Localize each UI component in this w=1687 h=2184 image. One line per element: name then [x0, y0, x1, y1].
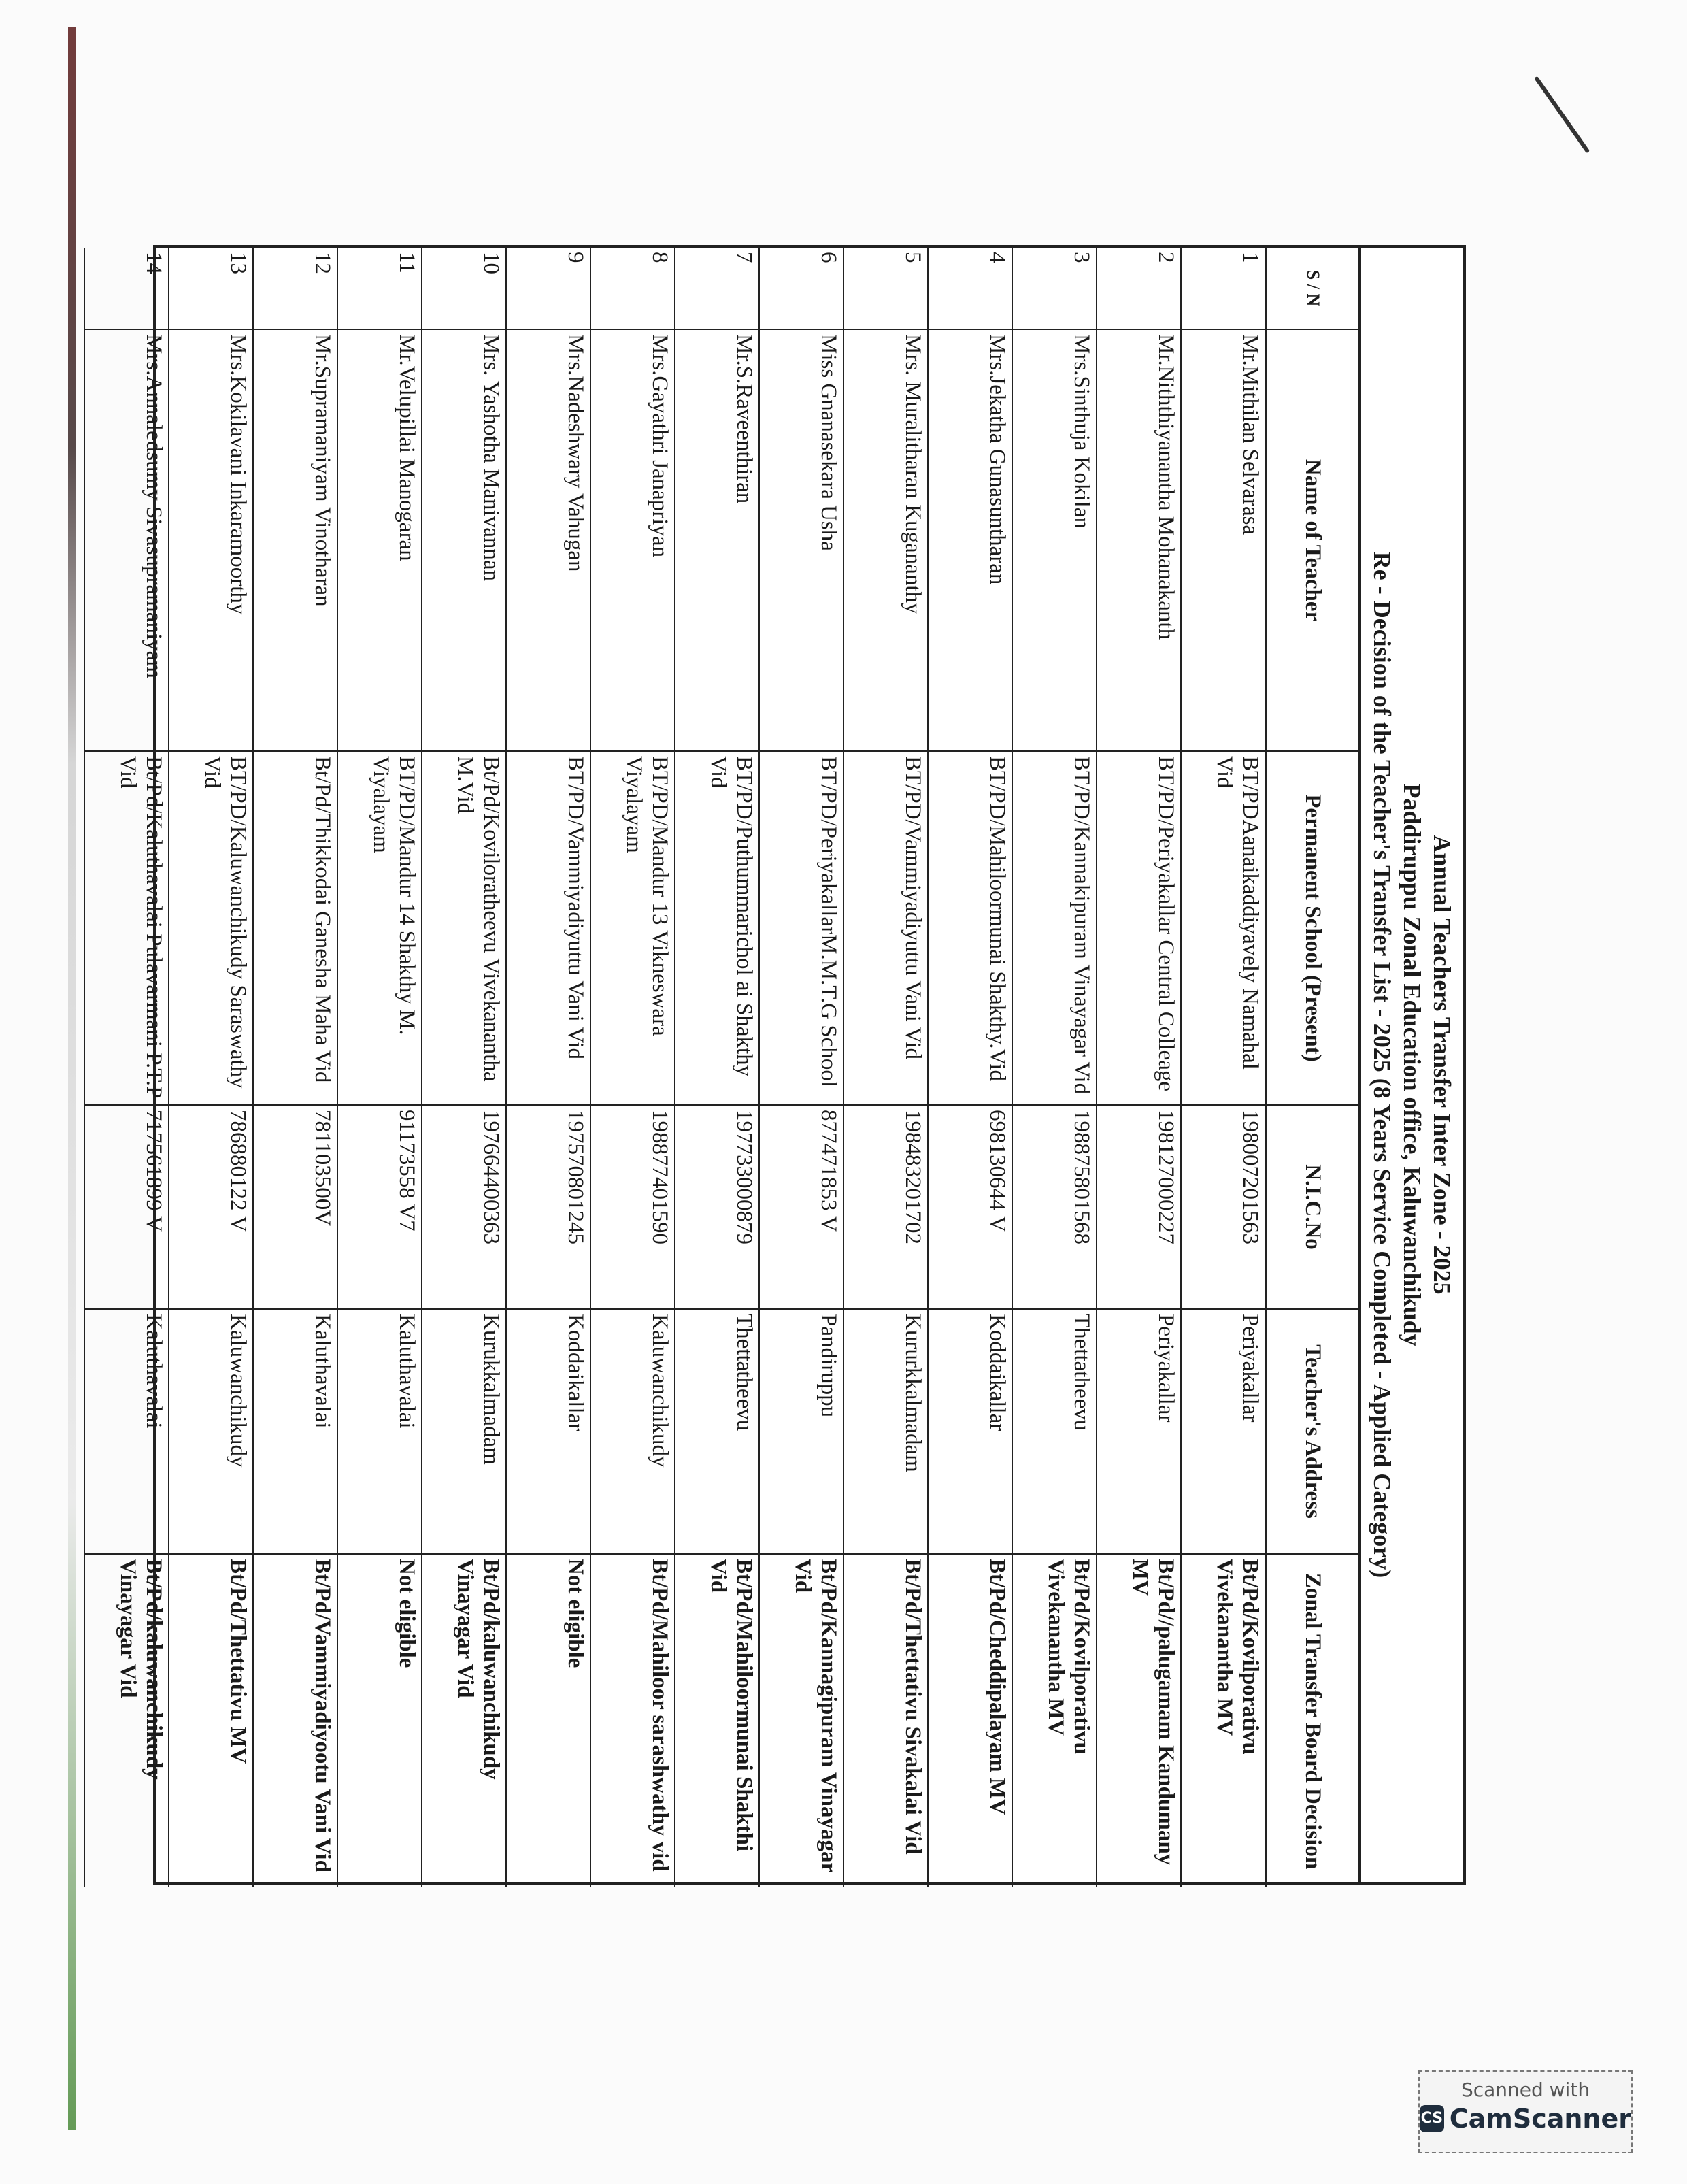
row-decision: Bt/Pd/kaluwanchikudy Vinayagar Vid — [422, 1554, 506, 1887]
header-row — [1266, 248, 1358, 1887]
row-address: Kurukkalmadam — [422, 1309, 506, 1554]
row-name: Mr.Niththiyanantha Mohanakanth — [1097, 329, 1181, 751]
row-name: Mrs.Kokilavani Inkaramoorthy — [169, 329, 253, 751]
watermark-text: Scanned with — [1460, 2079, 1590, 2101]
table-row — [1012, 248, 1097, 1887]
row-nic: 198483201702 — [844, 1105, 928, 1309]
row-nic: 197664400363 — [422, 1105, 506, 1309]
title-line-2: Paddiruppu Zonal Education office, Kaluwanchikudy — [1399, 783, 1426, 1346]
row-address: Koddaikallar — [928, 1309, 1012, 1554]
row-name: Mr.Velupillai Manogaran — [337, 329, 422, 751]
row-decision: Bt/Pd/Thettativu MV — [169, 1554, 253, 1887]
row-address: Kaluwanchikudy — [169, 1309, 253, 1554]
row-sn: 10 — [422, 248, 506, 329]
title-line-1: Annual Teachers Transfer Inter Zone - 2025 — [1429, 835, 1456, 1295]
table-row — [928, 248, 1012, 1887]
row-school: Bt/Pd/Koviloratheevu Vivekanantha M.Vid — [422, 751, 506, 1105]
row-address: Kaluthavalai — [84, 1309, 169, 1554]
row-address: Kaluthavalai — [253, 1309, 337, 1554]
row-nic: 781103500V — [253, 1105, 337, 1309]
row-sn: 7 — [675, 248, 759, 329]
row-address: Periyakallar — [1097, 1309, 1181, 1554]
row-decision: Bt/Pd/Mahiloor sarashwathy vid — [590, 1554, 675, 1887]
table-row — [675, 248, 759, 1887]
row-decision: Bt/Pd/Kannagipuram Vinayagar Vid — [759, 1554, 844, 1887]
row-nic: 877471853 V — [759, 1105, 844, 1309]
row-sn: 9 — [506, 248, 590, 329]
row-nic: 197570801245 — [506, 1105, 590, 1309]
row-school: BT/PD/Kaluwanchikudy Saraswathy Vid — [169, 751, 253, 1105]
table-row — [506, 248, 590, 1887]
row-nic: 698130644 V — [928, 1105, 1012, 1309]
watermark-brand: CamScanner — [1449, 2104, 1631, 2134]
row-school: BT/PD/Periyakallar Central Colleage — [1097, 751, 1181, 1105]
row-sn: 8 — [590, 248, 675, 329]
row-address: Thettatheevu — [1012, 1309, 1097, 1554]
table-row — [169, 248, 253, 1887]
row-school: BT/PD/Mahiloormunai Shakthy.Vid — [928, 751, 1012, 1105]
row-sn: 3 — [1012, 248, 1097, 329]
row-nic: 198127000227 — [1097, 1105, 1181, 1309]
row-name: Mrs.Sinthuja Kokilan — [1012, 329, 1097, 751]
row-school: Bt/Pd/Thikkodai Ganesha Maha Vid — [253, 751, 337, 1105]
row-nic: 717561899 V — [84, 1105, 169, 1309]
header-school: Permanent School (Present) — [1266, 751, 1358, 1105]
camscanner-logo-icon: CS — [1420, 2105, 1444, 2132]
header-decision: Zonal Transfer Board Decision — [1266, 1554, 1358, 1887]
row-sn: 14 — [84, 248, 169, 329]
row-decision: Bt/Pd/Vammiyadiyootu Vani Vid — [253, 1554, 337, 1887]
row-address: Koddaikallar — [506, 1309, 590, 1554]
table-row — [590, 248, 675, 1887]
table-row — [844, 248, 928, 1887]
title-line-3: Re - Decision of the Teacher's Transfer List - 2025 (8 Years Service Completed - Applied Category) — [1369, 551, 1396, 1578]
row-decision: Bt/Pd/Mahiloormunai Shakthi Vid — [675, 1554, 759, 1887]
header-name: Name of Teacher — [1266, 329, 1358, 751]
row-nic: 91173558 V7 — [337, 1105, 422, 1309]
table-row — [1097, 248, 1181, 1887]
pen-mark — [1534, 76, 1590, 154]
row-address: Kaluthavalai — [337, 1309, 422, 1554]
row-nic: 198875801568 — [1012, 1105, 1097, 1309]
row-school: BT/PD/PeriyakallarM.M.T.G School — [759, 751, 844, 1105]
row-nic: 198007201563 — [1181, 1105, 1266, 1309]
row-decision: Bt/Pd/kaluwanchikudy Vinayagar Vid — [84, 1554, 169, 1887]
table-row — [84, 248, 169, 1887]
row-name: Mr.Supramaniyam Vinotharan — [253, 329, 337, 751]
row-name: Mrs. Muralitharan Kugananthy — [844, 329, 928, 751]
row-decision: Bt/Pd/Kovilporativu Vivekanantha MV — [1181, 1554, 1266, 1887]
row-address: Kaluwanchikudy — [590, 1309, 675, 1554]
table-row — [1181, 248, 1266, 1887]
row-name: Miss Gnanasekara Usha — [759, 329, 844, 751]
table-row — [422, 248, 506, 1887]
row-school: BT/PD/Kannakipuram Vinayagar Vid — [1012, 751, 1097, 1105]
row-school: BT/PD/Puthummarichol ai Shakthy Vid — [675, 751, 759, 1105]
row-address: Thettatheevu — [675, 1309, 759, 1554]
scan-edge-strip — [68, 27, 76, 2130]
row-sn: 2 — [1097, 248, 1181, 329]
row-decision: Not eligible — [337, 1554, 422, 1887]
row-school: BT/PD/Vammiyadiyuttu Vani Vid — [506, 751, 590, 1105]
row-name: Mrs.Nadeshwary Vahugan — [506, 329, 590, 751]
row-decision: Not eligible — [506, 1554, 590, 1887]
row-school: BT/PD/Vammiyadiyuttu Vani Vid — [844, 751, 928, 1105]
table-row — [253, 248, 337, 1887]
row-sn: 11 — [337, 248, 422, 329]
row-sn: 6 — [759, 248, 844, 329]
transfer-table — [84, 248, 1358, 1887]
row-school: BT/PD/Mandur 14 Shakthy M. Viyalayam — [337, 751, 422, 1105]
row-name: Mrs.Jekatha Gunasuntharan — [928, 329, 1012, 751]
header-sn: S / N — [1266, 248, 1358, 329]
camscanner-watermark — [1418, 2070, 1633, 2153]
row-name: Mr.Mithilan Selvarasa — [1181, 329, 1266, 751]
row-address: Periyakallar — [1181, 1309, 1266, 1554]
header-address: Teacher's Address — [1266, 1309, 1358, 1554]
header-nic: N.I.C.No — [1266, 1105, 1358, 1309]
row-nic: 198877401590 — [590, 1105, 675, 1309]
row-school: BT/PD/Mandur 13 Vikneswara Viyalayam — [590, 751, 675, 1105]
row-decision: Bt/Pd/Thettativu Sivakalai Vid — [844, 1554, 928, 1887]
row-decision: Bt/Pd//palugamam Kandumany MV — [1097, 1554, 1181, 1887]
row-sn: 13 — [169, 248, 253, 329]
transfer-document — [116, 245, 1466, 1885]
document-title-block — [1358, 248, 1463, 1882]
row-sn: 1 — [1181, 248, 1266, 329]
row-nic: 786880122 V — [169, 1105, 253, 1309]
row-decision: Bt/Pd/Kovilporativu Vivekanantha MV — [1012, 1554, 1097, 1887]
row-school: BT/PDAanaikaddiyavely Namahal Vid — [1181, 751, 1266, 1105]
row-address: Kururkkalmadam — [844, 1309, 928, 1554]
row-decision: Bt/Pd/Cheddipalayam MV — [928, 1554, 1012, 1887]
row-sn: 4 — [928, 248, 1012, 329]
table-row — [337, 248, 422, 1887]
row-nic: 197733000879 — [675, 1105, 759, 1309]
row-name: Mrs. Yashotha Manivannan — [422, 329, 506, 751]
row-sn: 5 — [844, 248, 928, 329]
row-address: Pandiruppu — [759, 1309, 844, 1554]
row-name: Mrs.Gayathri Janapriyan — [590, 329, 675, 751]
row-sn: 12 — [253, 248, 337, 329]
table-row — [759, 248, 844, 1887]
row-name: Mrs.Annaledsumy Sivasupramaniyam — [84, 329, 169, 751]
row-name: Mr.S.Raveenthiran — [675, 329, 759, 751]
row-school: Bt/Pd/Kaluthavalai Pulavarmani P.T.P Vid — [84, 751, 169, 1105]
